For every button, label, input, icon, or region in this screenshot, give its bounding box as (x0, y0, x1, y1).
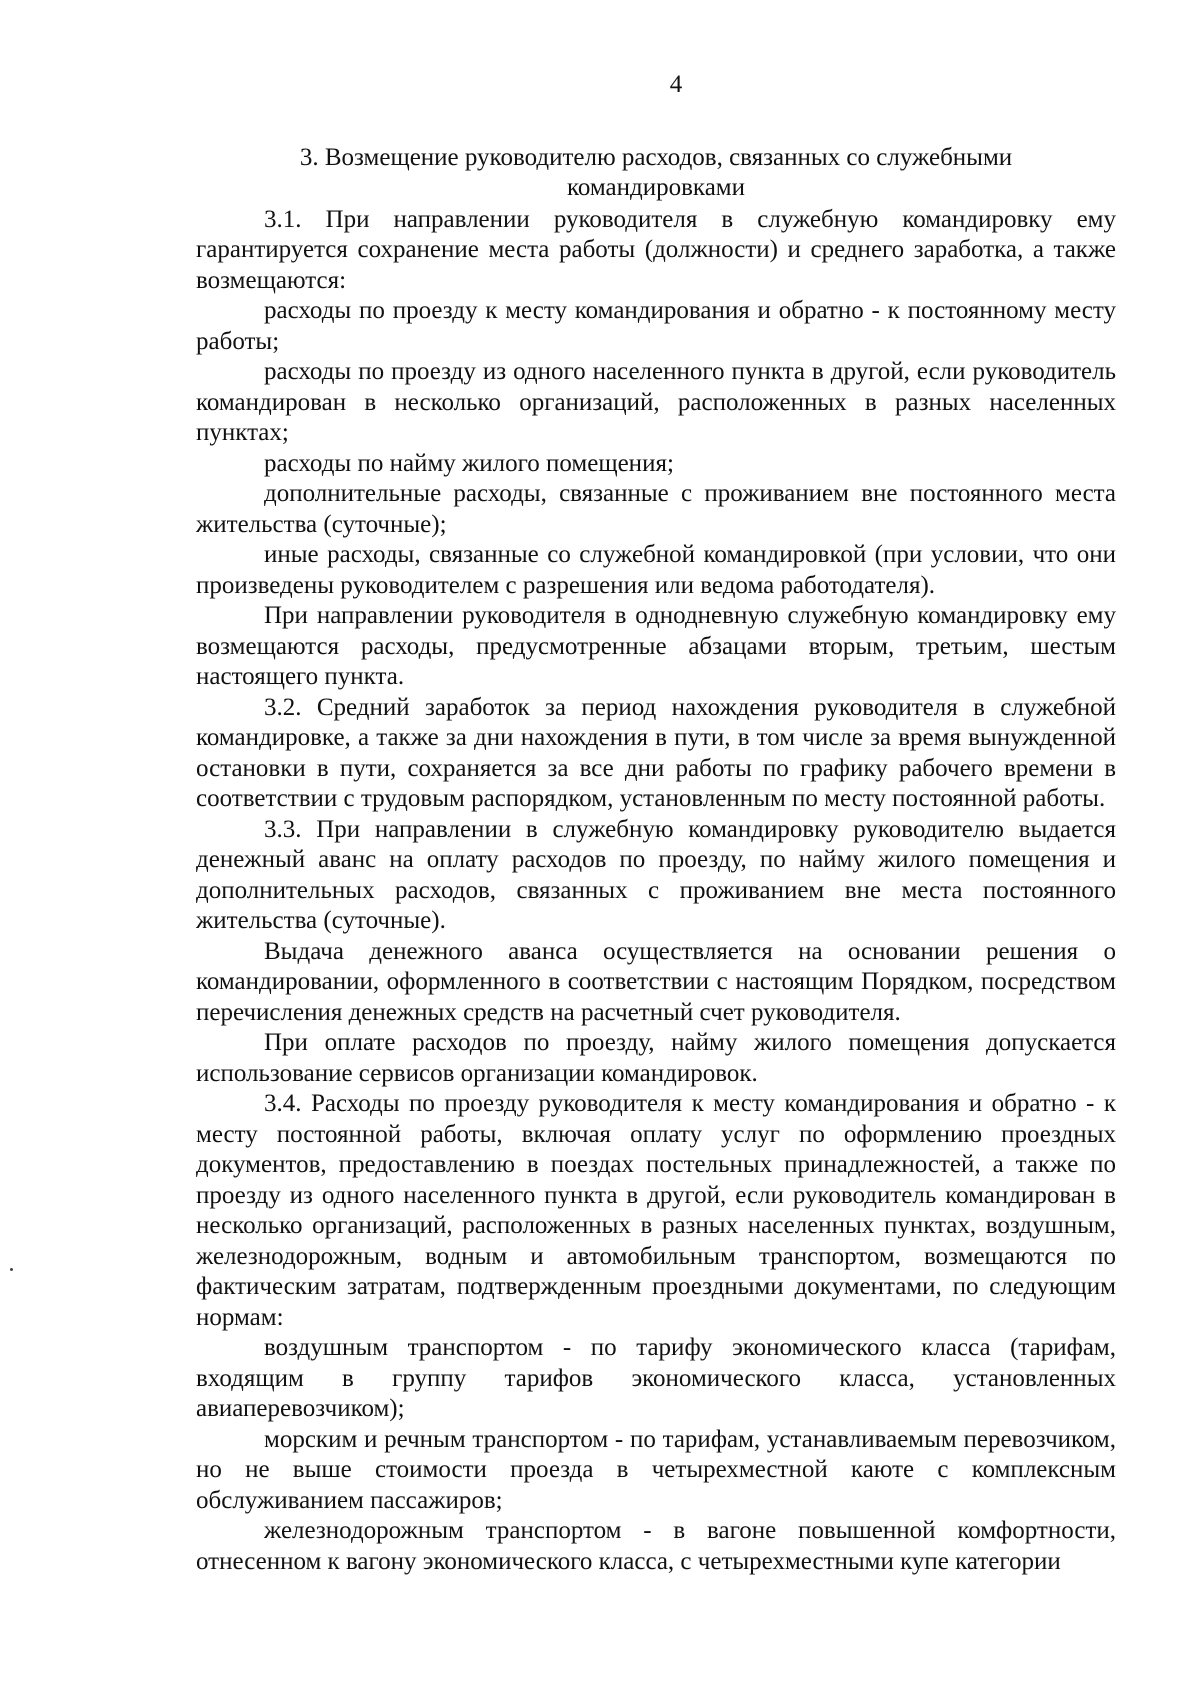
paragraph-per-diem: дополнительные расходы, связанные с проживанием вне постоянного места жительства (суточные); (196, 480, 1116, 538)
paragraph-3-1: 3.1. При направлении руководителя в служебную командировку ему гарантируется сохранение места работы (должности) и среднего заработка, а также возмещаются: (196, 205, 1116, 294)
paragraph-other-expenses: иные расходы, связанные со служебной командировкой (при условии, что они произведены руководителем с разрешения или ведома работодателя). (196, 541, 1116, 599)
paragraph-one-day-trip: При направлении руководителя в однодневную служебную командировку ему возмещаются расходы, предусмотренные абзацами вторым, третьим, шестым настоящего пункта. (196, 602, 1116, 690)
paragraph-booking-services: При оплате расходов по проезду, найму жилого помещения допускается использование сервисов организации командировок. (196, 1029, 1116, 1087)
paragraph-advance-payment: Выдача денежного аванса осуществляется на основании решения о командировании, оформленного в соответствии с настоящим Порядком, посредством перечисления денежных средств на расчетный счет руководителя. (196, 937, 1116, 1026)
paragraph-travel-expenses: расходы по проезду к месту командирования и обратно - к постоянному месту работы; (196, 297, 1116, 355)
paragraph-water-transport: морским и речным транспортом - по тарифам, устанавливаемым перевозчиком, но не выше стоимости проезда в четырехместной каюте с комплексным обслуживанием пассажиров; (196, 1425, 1116, 1514)
paragraph-3-2: 3.2. Средний заработок за период нахождения руководителя в служебной командировке, а также за дни нахождения в пути, в том числе за время вынужденной остановки в пути, сохраняется за все дни работы по графику рабочего времени в соответствии с трудовым распорядком, установленным по месту постоянной работы. (196, 693, 1116, 812)
section-title (196, 143, 1116, 203)
paragraph-rail-transport: железнодорожным транспортом - в вагоне повышенной комфортности, отнесенном к вагону экономического класса, с четырехместными купе категории (196, 1517, 1116, 1575)
page-number: 4 (669, 71, 683, 98)
paragraph-3-4: 3.4. Расходы по проезду руководителя к месту командирования и обратно - к месту постоянной работы, включая оплату услуг по оформлению проездных документов, предоставлению в поездах постельных принадлежностей, а также по проезду из одного населенного пункта в другой, если руководитель командирован в несколько организаций, расположенных в разных населенных пунктах, воздушным, железнодорожным, водным и автомобильным транспортом, возмещаются по фактическим затратам, подтвержденным проездными документами, по следующим нормам: (196, 1090, 1116, 1331)
document-page (196, 70, 1116, 1577)
section-title-line-2: командировками (567, 173, 745, 201)
scan-speck (10, 1268, 13, 1271)
paragraph-3-3: 3.3. При направлении в служебную командировку руководителю выдается денежный аванс на оплату расходов по проезду, по найму жилого помещения и дополнительных расходов, связанных с проживанием вне места постоянного жительства (суточные). (196, 815, 1116, 934)
section-title-line-1: 3. Возмещение руководителю расходов, связанных со служебными (299, 143, 1013, 171)
paragraph-housing-expenses: расходы по найму жилого помещения; (264, 449, 674, 477)
paragraph-intercity-expenses: расходы по проезду из одного населенного пункта в другой, если руководитель командирован в несколько организаций, расположенных в разных населенных пунктах; (196, 358, 1116, 446)
paragraph-air-transport: воздушным транспортом - по тарифу экономического класса (тарифам, входящим в группу тарифов экономического класса, установленных авиаперевозчиком); (196, 1334, 1116, 1422)
